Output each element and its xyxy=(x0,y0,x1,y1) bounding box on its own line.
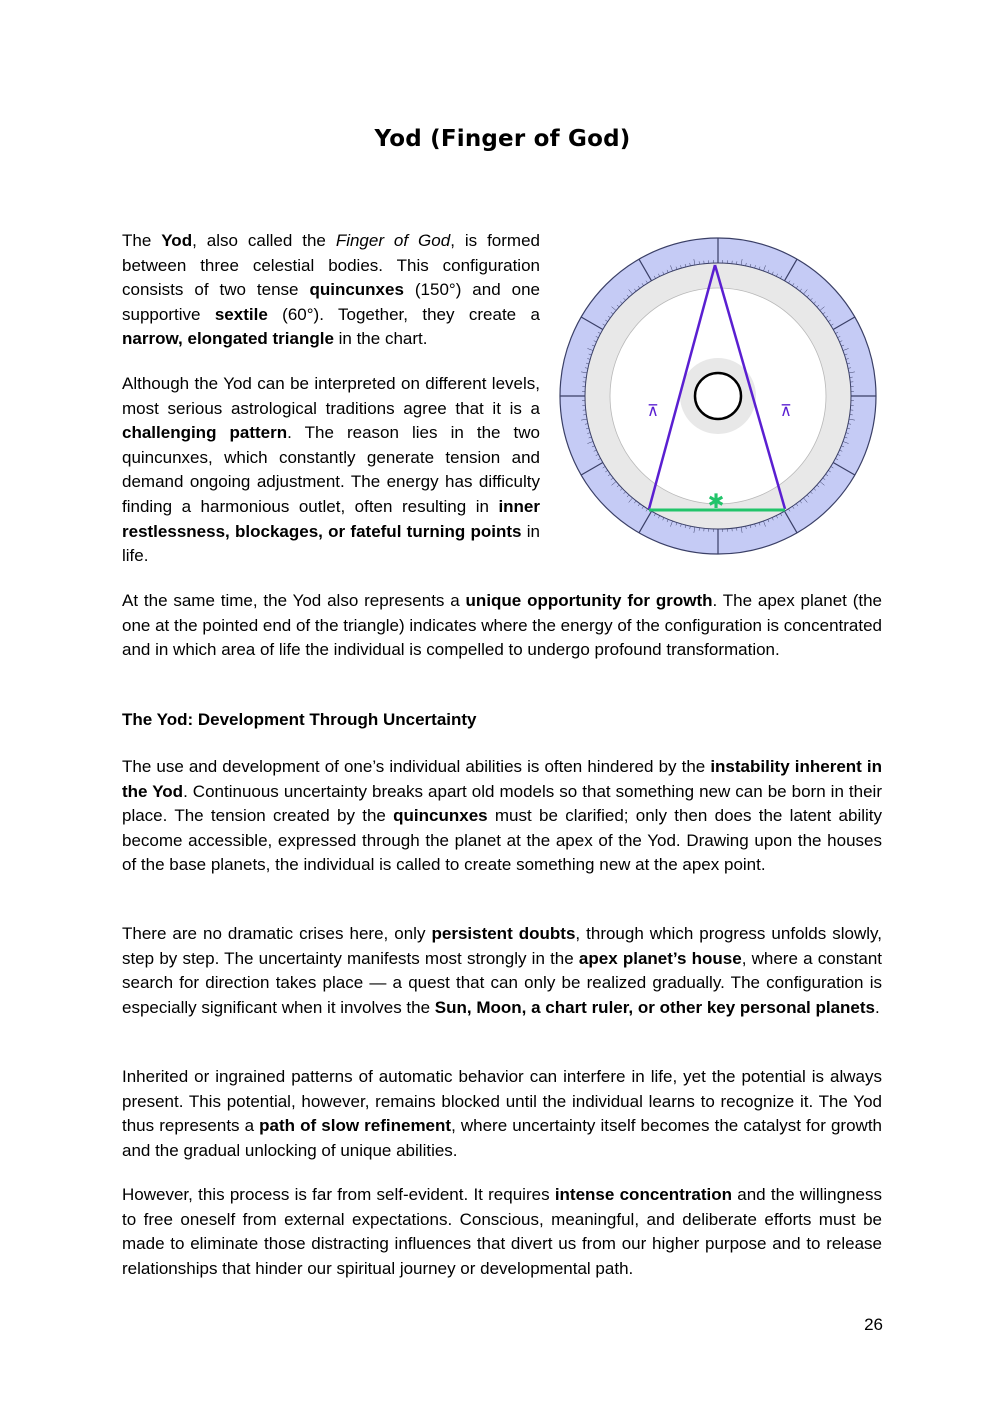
sextile-glyph-icon: ✱ xyxy=(707,489,725,513)
doubts-paragraph: There are no dramatic crises here, only persistent doubts, through which progress unfolds slowly, step by step. The uncertainty manifests most strongly in the apex planet’s house, where a constant search for direction takes place — a quest that can only be realized gradually. The configuration is especially significant when it involves the Sun, Moon, a chart ruler, or other key personal planets. xyxy=(122,924,883,1017)
intro-paragraph: The Yod, also called the Finger of God, is formed between three celestial bodies. This configuration consists of two tense quincunxes (150°) and one supportive sextile (60°). Together, they create a narrow, elongated triangle in the chart. xyxy=(122,231,540,349)
patterns-paragraph: Inherited or ingrained patterns of automatic behavior can interfere in life, yet the potential is always present. This potential, however, remains blocked until the individual learns to recognize it. The Yod thus represents a path of slow refinement, where uncertainty itself becomes the catalyst for growth and the gradual unlocking of unique abilities. xyxy=(122,1067,883,1160)
quincunx-glyph-icon: ⊼ xyxy=(647,401,659,420)
development-paragraph: The use and development of one’s individual abilities is often hindered by the instability inherent in the Yod. Continuous uncertainty breaks apart old models so that something new can be born in their place. The tension created by the quincunxes must be clarified; only then does the latent ability become accessible, expressed through the planet at the apex of the Yod. Drawing upon the houses of the base planets, the individual is called to create something new at the apex point. xyxy=(122,757,882,875)
page-number: 26 xyxy=(864,1315,883,1334)
quincunx-glyph-icon: ⊼ xyxy=(780,401,792,420)
opportunity-paragraph: At the same time, the Yod also represents a unique opportunity for growth. The apex planet (the one at the pointed end of the triangle) indicates where the energy of the configuration is concentrated and in which area of life the individual is compelled to undergo profound transformation. xyxy=(122,591,883,660)
yod-chart-wheel xyxy=(553,226,883,556)
section-subheading: The Yod: Development Through Uncertainty xyxy=(122,710,477,729)
concentration-paragraph: However, this process is far from self-evident. It requires intense concentration and the willingness to free oneself from external expectations. Conscious, meaningful, and deliberate efforts must be made to eliminate those distracting influences that divert us from our higher purpose and to release relationships that hinder our spiritual journey or developmental path. xyxy=(122,1185,882,1278)
page-title: Yod (Finger of God) xyxy=(374,126,631,152)
center-circle-icon xyxy=(695,373,741,419)
challenge-paragraph: Although the Yod can be interpreted on different levels, most serious astrological traditions agree that it is a challenging pattern. The reason lies in the two quincunxes, which constantly generate tension and demand ongoing adjustment. The energy has difficulty finding a harmonious outlet, often resulting in inner restlessness, blockages, or fateful turning points in life. xyxy=(122,374,541,566)
